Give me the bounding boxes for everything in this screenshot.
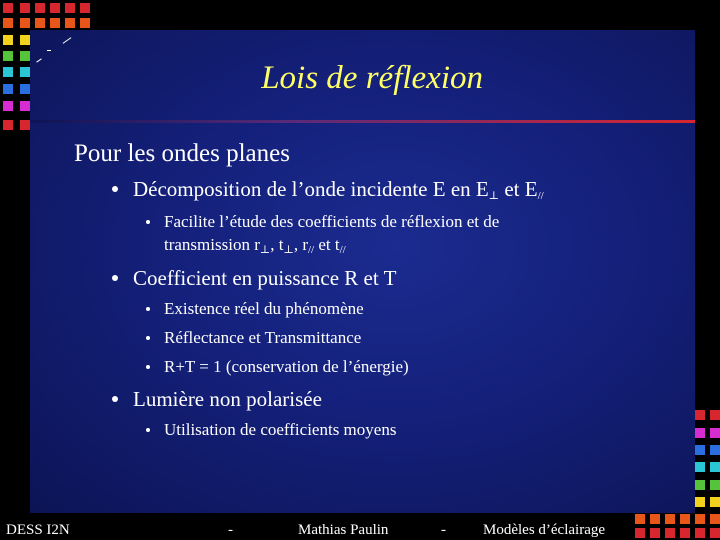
title-underline: [30, 120, 695, 123]
footer-left: DESS I2N: [6, 522, 70, 538]
section-heading: Pour les ondes planes: [74, 140, 290, 167]
footer-separator: -: [228, 522, 233, 538]
sub-bullet-dot-icon: [146, 428, 150, 432]
sub-bullet-dot-icon: [146, 307, 150, 311]
sub-bullet-facilite: [164, 210, 499, 262]
bullet-dot-icon: [112, 275, 118, 281]
footer-separator: -: [441, 522, 446, 538]
sub-bullet-utilisation: [164, 418, 396, 441]
subscript-parallel: //: [537, 190, 544, 202]
bullet-text: Coefficient en puissance R et T: [133, 266, 397, 290]
bullet-text-mid: et E: [499, 177, 538, 201]
bullet-decomposition: [133, 177, 544, 202]
footer-author: Mathias Paulin: [298, 522, 389, 538]
sub-bullet-reflectance: [164, 326, 361, 349]
bullet-dot-icon: [112, 186, 118, 192]
sub-bullet-dot-icon: [146, 220, 150, 224]
sub-bullet-conservation: [164, 355, 409, 378]
subscript-perp: ⊥: [488, 190, 500, 202]
bullet-dot-icon: [112, 396, 118, 402]
slide-title: Lois de réflexion: [261, 60, 483, 96]
footer-course: Modèles d’éclairage: [483, 522, 606, 538]
bullet-lumiere: [133, 387, 322, 412]
bullet-text: Décomposition de l’onde incidente E en E: [133, 177, 489, 201]
sub-bullet-text: R+T = 1 (conservation de l’énergie): [164, 357, 409, 376]
sub-bullet-text: Existence réel du phénomène: [164, 299, 364, 318]
sub-bullet-existence: [164, 297, 364, 320]
sub-bullet-dot-icon: [146, 365, 150, 369]
sub-bullet-line1: Facilite l’étude des coefficients de réflexion et de: [164, 212, 500, 231]
sub-bullet-dot-icon: [146, 336, 150, 340]
bullet-coefficient: [133, 266, 396, 291]
sub-bullet-text: Utilisation de coefficients moyens: [164, 420, 397, 439]
sub-bullet-line2: transmission $r_\perp$, $t_\perp$, $r_{//}$ et $t_{//}$: [164, 235, 346, 256]
bullet-text: Lumière non polarisée: [133, 387, 322, 411]
sub-bullet-text: Réflectance et Transmittance: [164, 328, 362, 347]
